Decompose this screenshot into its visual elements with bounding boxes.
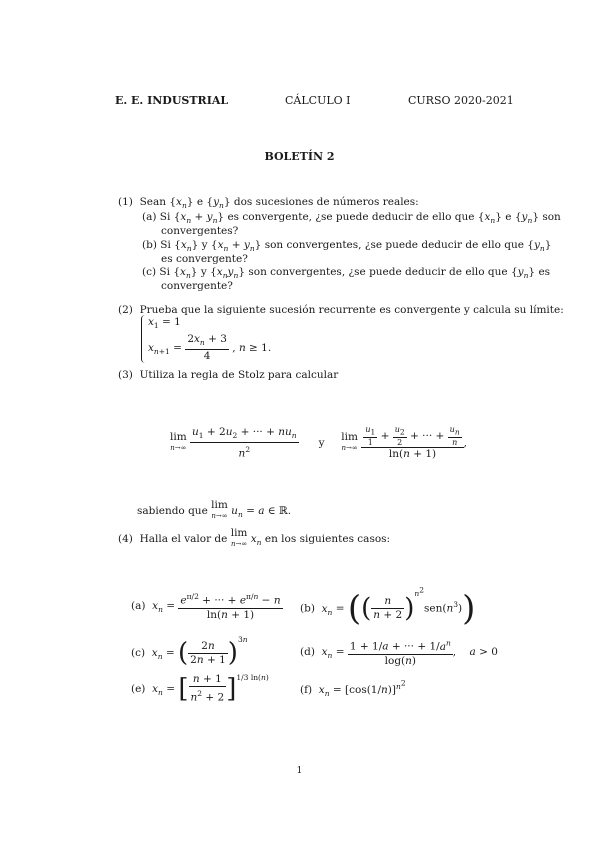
school-name: E. E. INDUSTRIAL: [115, 94, 229, 107]
problem-3-intro: (3) Utiliza la regla de Stolz para calcular: [118, 369, 339, 381]
page-title: BOLETÍN 2: [264, 150, 335, 163]
problem-2-intro: (2) Prueba que la siguiente sucesión recurrente es convergente y calcula su límite:: [118, 304, 564, 316]
problem-4c: (c) $x_n$ = ( $\frac{2n}{2n + 1}$ )$^{3n}$: [131, 635, 248, 668]
problem-1a: (a) Si $\{x_n + y_n\}$ es convergente, ¿se puede deducir de ello que $\{x_n\}$ e $\{y_n\}$ son: [142, 211, 561, 226]
page-number: 1: [296, 766, 303, 776]
problem-1-intro: (1) Sean $\{x_n\}$ e $\{y_n\}$ dos sucesiones de números reales:: [118, 196, 419, 211]
problem-1c-cont: convergente?: [161, 280, 233, 292]
problem-4a: (a) $x_n$ = $\frac{e^{\pi/2} + \cdot\cdot\cdot + e^{\pi/n} - n}{\ln(n + 1)}$: [131, 592, 281, 621]
problem-4b: (b) $x_n$ = (( $\frac{n}{n + 2}$ )$^{n^2}sen(n^3)$): [300, 585, 476, 629]
problem-3-limits: lim n→∞ $\frac{u_1 + 2u_2 + \cdot\cdot\cdot + nu_n}{n^2}$ y lim n→∞ $\frac{u_1}{1}$ + $\frac{u_2}{2}$ + ··· + $\frac{u_n}{n}$ ln(n + 1) ,: [170, 425, 467, 460]
course-year: CURSO 2020-2021: [408, 94, 514, 107]
problem-4d: (d) $x_n$ = $\frac{1 + 1/a + \cdot\cdot\cdot + 1/a^n}{\log(n)}$ , a > 0: [300, 638, 498, 667]
problem-4-intro: (4) Halla el valor de lim n→∞ $x_n$ en los siguientes casos:: [118, 527, 391, 548]
problem-1a-cont: convergentes?: [161, 225, 239, 237]
problem-1b: (b) Si $\{x_n\}$ y $\{x_n + y_n\}$ son convergentes, ¿se puede deducir de ello que $\{y_n\}$: [142, 239, 552, 254]
course-name: CÁLCULO I: [285, 94, 351, 107]
problem-1c: (c) Si $\{x_n\}$ y $\{x_ny_n\}$ son convergentes, ¿se puede deducir de ello que $\{y_n\}$ es: [142, 266, 551, 281]
problem-1b-cont: es convergente?: [161, 253, 248, 265]
problem-2-system: $x_1 = 1$ $x_{n+1}$ = $\frac{2x_n + 3}{4}$ , n ≥ 1.: [141, 315, 271, 363]
problem-4e: (e) $x_n$ = [ $\frac{n + 1}{n^2 + 2}$ ]$^{1/3 ln(n)}$: [131, 673, 269, 704]
problem-4f: (f) $x_n = [\cos(1/n)]^{n^2}$: [300, 678, 406, 699]
problem-3-condition: sabiendo que lim n→∞ $u_n = a$ ∈ ℝ.: [137, 499, 292, 520]
